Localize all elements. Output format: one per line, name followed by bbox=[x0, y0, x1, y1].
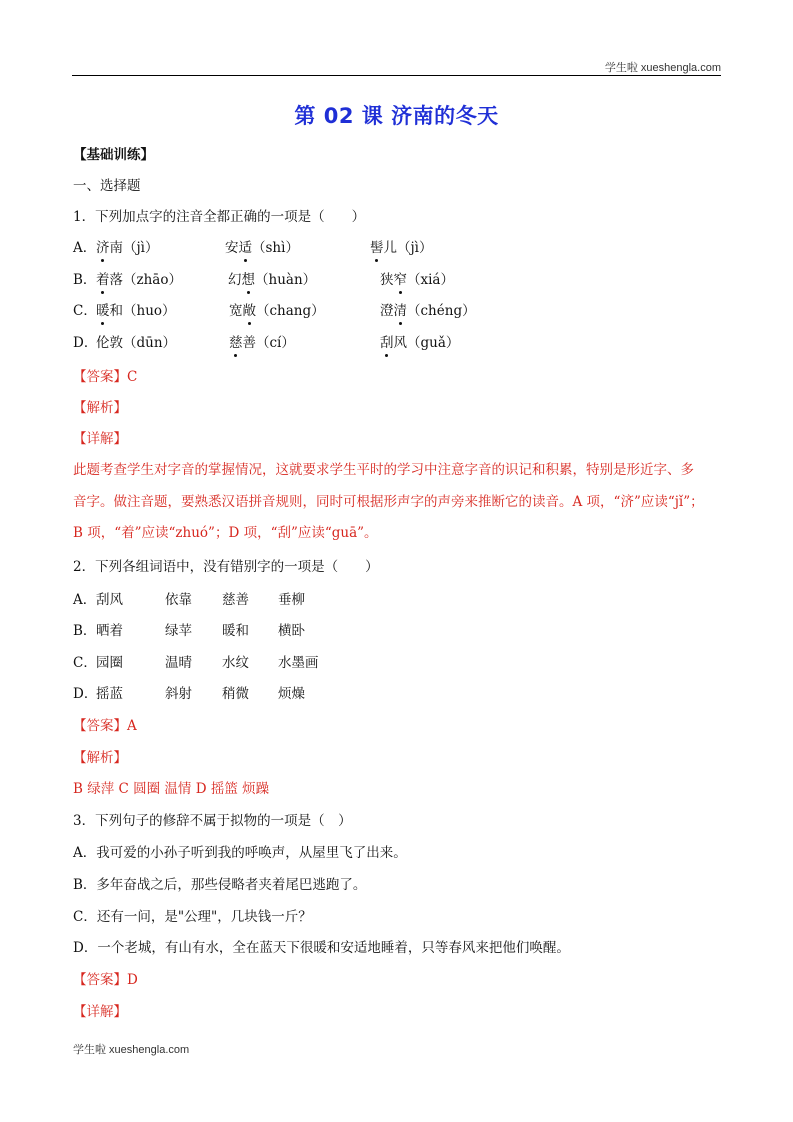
word-char: 狭 bbox=[380, 272, 394, 288]
option-word-1 bbox=[96, 270, 182, 290]
part-heading: 一、选择题 bbox=[73, 178, 141, 194]
dotted-char: 刮 bbox=[380, 335, 394, 351]
word-rest: （xiá） bbox=[407, 272, 454, 288]
option-word-1 bbox=[96, 333, 176, 353]
option-word: 水墨画 bbox=[278, 655, 319, 671]
dotted-char: 髻 bbox=[370, 240, 384, 256]
word-rest: 南（jì） bbox=[109, 240, 159, 256]
dotted-char: 敞 bbox=[242, 303, 256, 319]
option-word: 刮风 bbox=[96, 592, 123, 608]
q3-option-a: A．我可爱的小孙子听到我的呼唤声，从屋里飞了出来。 bbox=[73, 845, 407, 861]
option-word: 摇蓝 bbox=[96, 686, 123, 702]
option-letter: C． bbox=[73, 655, 97, 671]
word-rest: （chéng） bbox=[407, 303, 476, 319]
option-word: 依靠 bbox=[165, 592, 192, 608]
dotted-char: 慈 bbox=[229, 335, 243, 351]
question-1-stem: 1．下列加点字的注音全都正确的一项是（ ） bbox=[73, 209, 366, 225]
dotted-char: 清 bbox=[393, 303, 407, 319]
q1-explanation-line: 音字。做注音题，要熟悉汉语拼音规则，同时可根据形声字的声旁来推断它的读音。A 项，“济”应读“jǐ”； bbox=[73, 494, 704, 510]
dotted-char: 济 bbox=[96, 240, 110, 256]
q3-detail-label: 【详解】 bbox=[73, 1004, 127, 1020]
word-rest: 敦（dūn） bbox=[109, 335, 177, 351]
option-word: 烦燥 bbox=[278, 686, 305, 702]
q1-detail-label: 【详解】 bbox=[73, 431, 127, 447]
dotted-char: 暖 bbox=[96, 303, 110, 319]
option-letter: D． bbox=[73, 686, 98, 702]
option-word: 温晴 bbox=[165, 655, 192, 671]
word-rest: 风（guǎ） bbox=[393, 335, 460, 351]
question-3-stem: 3．下列句子的修辞不属于拟物的一项是（ ） bbox=[73, 813, 352, 829]
option-word: 暖和 bbox=[222, 623, 249, 639]
word-char: 澄 bbox=[380, 303, 394, 319]
word-char: 伦 bbox=[96, 335, 110, 351]
q2-analysis-label: 【解析】 bbox=[73, 750, 127, 766]
option-word: 垂柳 bbox=[278, 592, 305, 608]
q2-explanation: B 绿萍 C 圆圈 温情 D 摇篮 烦躁 bbox=[73, 781, 270, 797]
word-rest: （huàn） bbox=[255, 272, 317, 288]
q3-option-c: C．还有一问，是"公理"，几块钱一斤？ bbox=[73, 909, 312, 925]
option-word-3 bbox=[380, 270, 454, 290]
q3-answer: 【答案】D bbox=[73, 972, 138, 988]
word-rest: （cí） bbox=[256, 335, 295, 351]
q3-option-b: B．多年奋战之后，那些侵略者夹着尾巴逃跑了。 bbox=[73, 877, 367, 893]
word-rest: 和（huo） bbox=[109, 303, 176, 319]
option-word: 晒着 bbox=[96, 623, 123, 639]
dotted-char: 窄 bbox=[393, 272, 407, 288]
option-letter: B． bbox=[73, 272, 97, 288]
dotted-char: 想 bbox=[241, 272, 255, 288]
word-char: 善 bbox=[242, 335, 256, 351]
header-rule bbox=[72, 75, 721, 76]
word-rest: 儿（jì） bbox=[383, 240, 433, 256]
option-letter: A． bbox=[73, 592, 97, 608]
page-title: 第 02 课 济南的冬天 bbox=[294, 104, 499, 128]
option-letter: A． bbox=[73, 240, 97, 256]
option-word: 园圈 bbox=[96, 655, 123, 671]
option-letter: D． bbox=[73, 335, 98, 351]
q1-answer: 【答案】C bbox=[73, 369, 138, 385]
option-word: 横卧 bbox=[278, 623, 305, 639]
option-word-2 bbox=[228, 270, 316, 290]
footer-site: 学生啦 xueshengla.com bbox=[73, 1044, 190, 1056]
option-word-3 bbox=[370, 238, 433, 258]
word-char: 宽 bbox=[229, 303, 243, 319]
option-word-3 bbox=[380, 333, 459, 353]
word-char: 安 bbox=[225, 240, 239, 256]
option-word-1 bbox=[96, 301, 176, 321]
option-word: 绿苹 bbox=[165, 623, 192, 639]
question-2-stem: 2．下列各组词语中，没有错别字的一项是（ ） bbox=[73, 559, 379, 575]
word-char: 幻 bbox=[228, 272, 242, 288]
section-heading: 【基础训练】 bbox=[73, 147, 154, 163]
q1-explanation-line: B 项，“着”应读“zhuó”；D 项，“刮”应读“guā”。 bbox=[73, 525, 378, 541]
dotted-char: 着 bbox=[96, 272, 110, 288]
dotted-char: 适 bbox=[238, 240, 252, 256]
word-rest: （shì） bbox=[252, 240, 299, 256]
option-word: 斜射 bbox=[165, 686, 192, 702]
option-word-2 bbox=[225, 238, 299, 258]
word-rest: 落（zhāo） bbox=[109, 272, 182, 288]
q2-answer: 【答案】A bbox=[73, 718, 137, 734]
header-site: 学生啦 xueshengla.com bbox=[604, 62, 721, 74]
word-rest: （chang） bbox=[256, 303, 325, 319]
option-word: 慈善 bbox=[222, 592, 249, 608]
q1-analysis-label: 【解析】 bbox=[73, 400, 127, 416]
option-letter: C． bbox=[73, 303, 97, 319]
option-word: 稍微 bbox=[222, 686, 249, 702]
option-letter: B． bbox=[73, 623, 97, 639]
option-word-2 bbox=[229, 301, 325, 321]
option-word-1 bbox=[96, 238, 159, 258]
q3-option-d: D．一个老城，有山有水，全在蓝天下很暖和安适地睡着，只等春风来把他们唤醒。 bbox=[73, 940, 570, 956]
option-word-3 bbox=[380, 301, 476, 321]
option-word: 水纹 bbox=[222, 655, 249, 671]
option-word-2 bbox=[229, 333, 295, 353]
q1-explanation-line: 此题考查学生对字音的掌握情况，这就要求学生平时的学习中注意字音的识记和积累，特别是形近字、多 bbox=[73, 462, 694, 478]
